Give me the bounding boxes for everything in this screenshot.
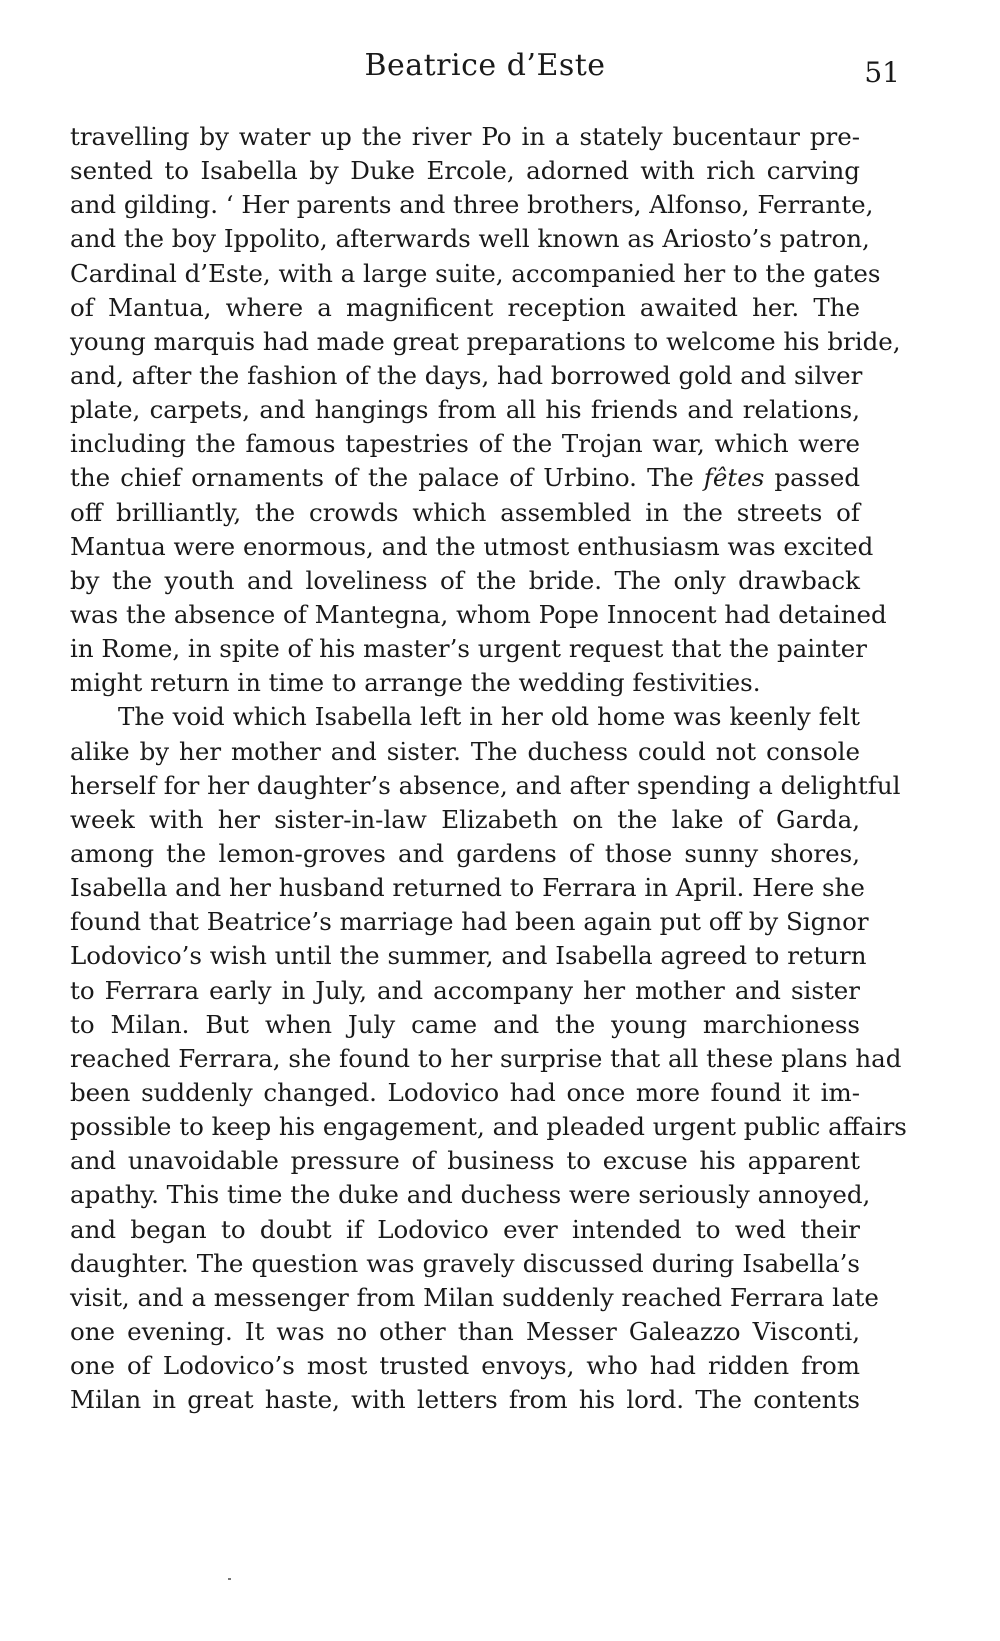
text-line: reached Ferrara, she found to her surprise that all these plans had xyxy=(70,1043,902,1073)
text-line: herself for her daughter’s absence, and after spending a delightful xyxy=(70,770,901,800)
text-line: Cardinal d’Este, with a large suite, accompanied her to the gates xyxy=(70,258,881,288)
text-line: week with her sister-in-law Elizabeth on the lake of Garda, xyxy=(70,804,860,834)
text-line: one evening. It was no other than Messer Galeazzo Visconti, xyxy=(70,1316,860,1346)
running-title: Beatrice d’Este xyxy=(364,48,606,83)
print-speck xyxy=(228,1578,231,1580)
text-line: travelling by water up the river Po in a stately bucentaur pre- xyxy=(70,122,860,151)
text-line: by the youth and loveliness of the bride. The only drawback xyxy=(70,565,860,595)
text-line: was the absence of Mantegna, whom Pope Innocent had detained xyxy=(70,599,887,629)
paragraph xyxy=(70,120,901,700)
paragraph xyxy=(70,700,907,1417)
text-line: The void which Isabella left in her old home was keenly felt xyxy=(118,702,860,732)
page-body xyxy=(70,120,907,1417)
text-fragment: passed xyxy=(764,463,860,493)
text-line: visit, and a messenger from Milan suddenly reached Ferrara late xyxy=(70,1282,879,1312)
text-line: found that Beatrice’s marriage had been again put off by Signor xyxy=(70,907,869,937)
text-line: Milan in great haste, with letters from his lord. The contents xyxy=(70,1385,860,1415)
text-line: and began to doubt if Lodovico ever intended to wed their xyxy=(70,1214,860,1244)
text-fragment: the chief ornaments of the palace of Urbino. The xyxy=(70,463,704,493)
text-line: apathy. This time the duke and duchess were seriously annoyed, xyxy=(70,1180,871,1210)
text-line: of Mantua, where a magnificent reception awaited her. The xyxy=(70,292,860,322)
text-line: alike by her mother and sister. The duchess could not console xyxy=(70,736,860,766)
page-header xyxy=(70,48,900,98)
text-line: and, after the fashion of the days, had borrowed gold and silver xyxy=(70,360,863,390)
text-line: young marquis had made great preparations to welcome his bride, xyxy=(70,326,901,356)
text-line: might return in time to arrange the wedding festivities. xyxy=(70,668,761,698)
text-line: possible to keep his engagement, and pleaded urgent public affairs xyxy=(70,1112,907,1142)
text-line: sented to Isabella by Duke Ercole, adorned with rich carving xyxy=(70,156,860,186)
text-line: and the boy Ippolito, afterwards well known as Ariosto’s patron, xyxy=(70,224,870,254)
text-line: Isabella and her husband returned to Ferrara in April. Here she xyxy=(70,873,865,903)
text-line: plate, carpets, and hangings from all his friends and relations, xyxy=(70,395,860,425)
text-line xyxy=(70,461,860,495)
text-line: including the famous tapestries of the Trojan war, which were xyxy=(70,429,860,459)
text-line: to Milan. But when July came and the young marchioness xyxy=(70,1009,860,1039)
text-line: to Ferrara early in July, and accompany her mother and sister xyxy=(70,975,860,1005)
page-number: 51 xyxy=(864,56,900,89)
text-line: Lodovico’s wish until the summer, and Isabella agreed to return xyxy=(70,941,867,971)
text-line: and gilding. ‘ Her parents and three brothers, Alfonso, Ferrante, xyxy=(70,190,874,220)
italic-word: fêtes xyxy=(703,463,765,493)
text-line: been suddenly changed. Lodovico had once more found it im- xyxy=(70,1077,860,1107)
text-line: off brilliantly, the crowds which assembled in the streets of xyxy=(70,497,860,527)
text-line: and unavoidable pressure of business to excuse his apparent xyxy=(70,1146,860,1176)
text-line: daughter. The question was gravely discussed during Isabella’s xyxy=(70,1248,860,1278)
text-line: one of Lodovico’s most trusted envoys, who had ridden from xyxy=(70,1351,860,1381)
text-line: among the lemon-groves and gardens of those sunny shores, xyxy=(70,838,860,868)
text-line: Mantua were enormous, and the utmost enthusiasm was excited xyxy=(70,531,874,561)
text-line: in Rome, in spite of his master’s urgent request that the painter xyxy=(70,634,867,664)
